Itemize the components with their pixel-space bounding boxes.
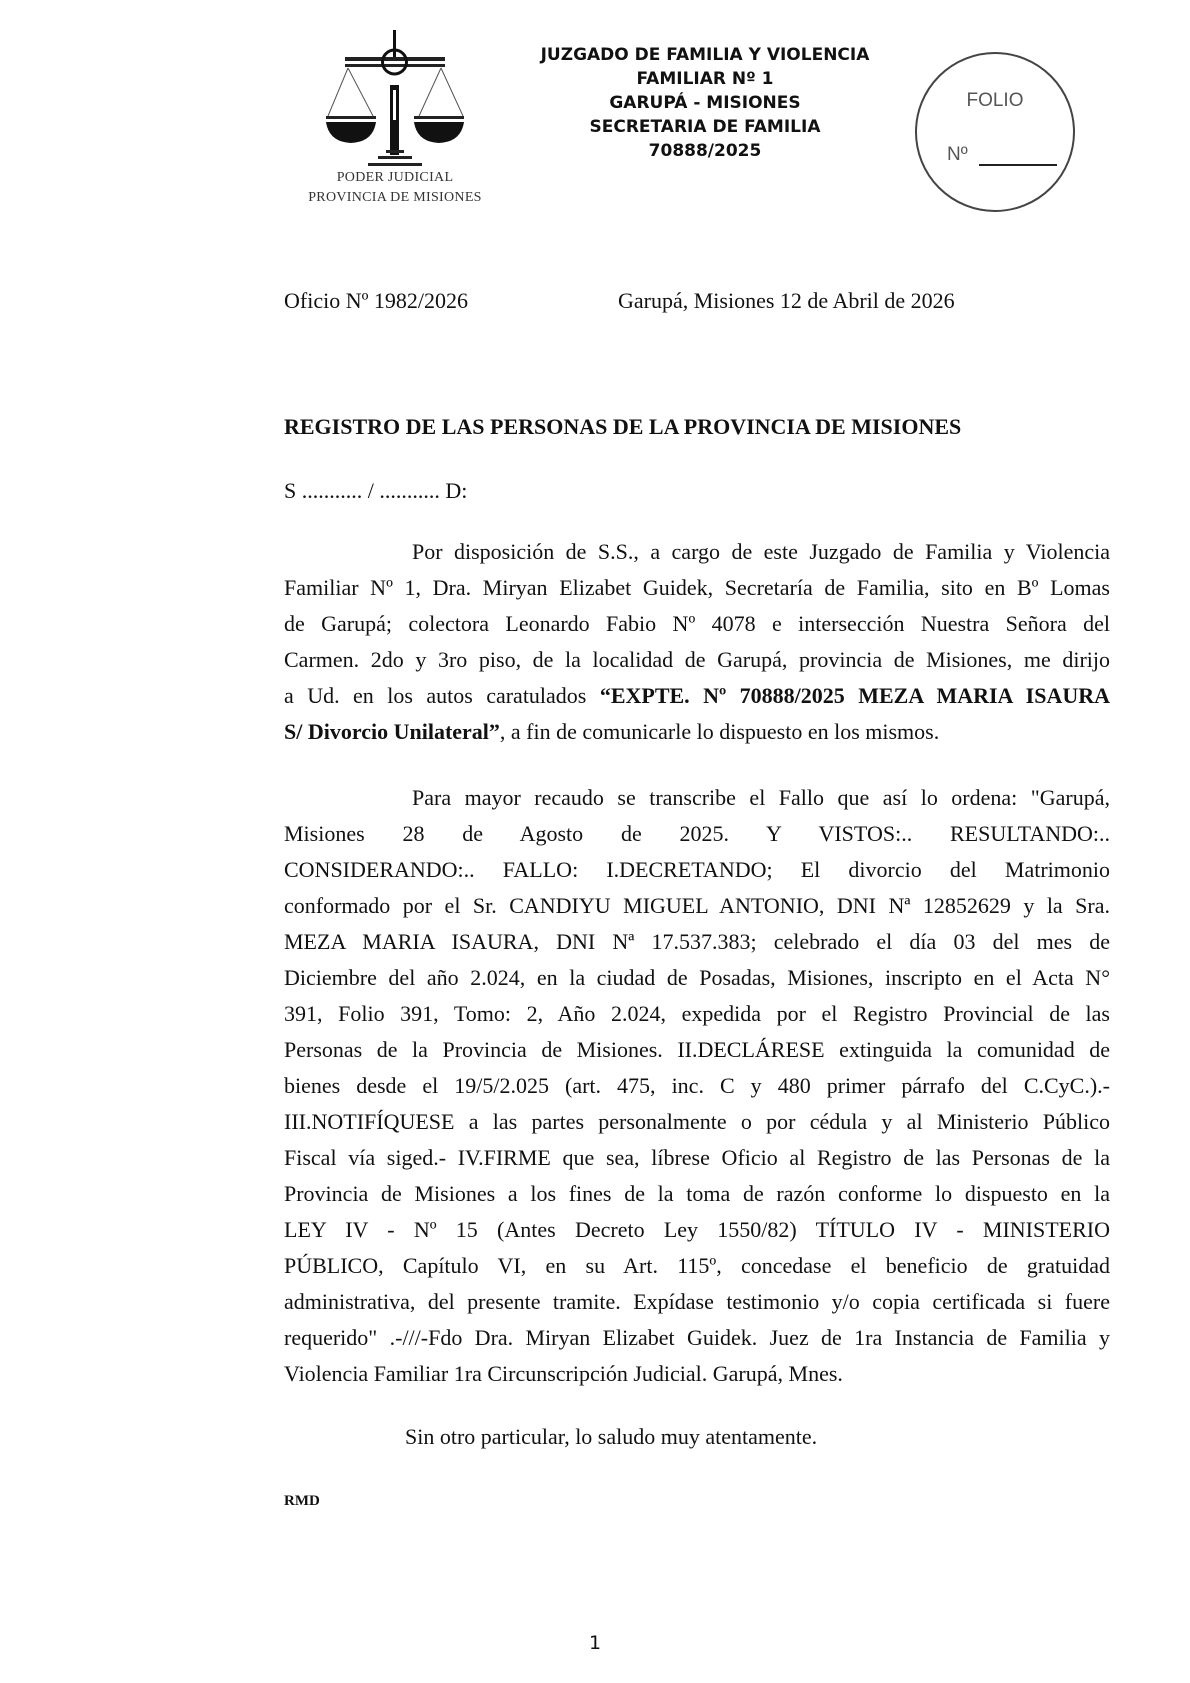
text-line: Provincia de Misiones a los fines de la toma de razón conforme lo dispuesto en la	[284, 1181, 1110, 1206]
text-line: conformado por el Sr. CANDIYU MIGUEL ANTONIO, DNI Nª 12852629 y la Sra.	[284, 893, 1110, 918]
paragraph-intro	[284, 534, 1110, 750]
text-line: 391, Folio 391, Tomo: 2, Año 2.024, expedida por el Registro Provincial de las	[284, 1001, 1110, 1026]
text-run: , a fin de comunicarle lo dispuesto en los mismos.	[499, 719, 940, 744]
text-line: Carmen. 2do y 3ro piso, de la localidad de Garupá, provincia de Misiones, me dirijo	[284, 647, 1110, 672]
court-header	[495, 43, 915, 163]
text-line: PÚBLICO, Capítulo VI, en su Art. 115º, concedase el beneficio de gratuidad	[284, 1253, 1110, 1278]
text-line: Misiones 28 de Agosto de 2025. Y VISTOS:.. RESULTANDO:..	[284, 821, 1110, 846]
logo-text-poder-judicial: PODER JUDICIAL	[336, 170, 454, 185]
recipient: REGISTRO DE LAS PERSONAS DE LA PROVINCIA DE MISIONES	[284, 414, 962, 439]
court-header-line: FAMILIAR Nº 1	[636, 69, 774, 89]
text-line	[284, 678, 1110, 714]
case-title-cont: S/ Divorcio Unilateral”	[284, 719, 500, 744]
court-header-case-number: 70888/2025	[648, 141, 762, 161]
paragraph-ruling	[284, 780, 1110, 1392]
text-line: Personas de la Provincia de Misiones. II.DECLÁRESE extinguida la comunidad de	[284, 1037, 1110, 1062]
page-number: 1	[588, 1632, 602, 1654]
folio-title: FOLIO	[966, 90, 1024, 111]
text-line: Violencia Familiar 1ra Circunscripción Judicial. Garupá, Mnes.	[284, 1361, 843, 1386]
text-line: administrativa, del presente tramite. Expídase testimonio y/o copia certificada si fuere	[284, 1289, 1110, 1314]
text-line: CONSIDERANDO:.. FALLO: I.DECRETANDO; El divorcio del Matrimonio	[284, 857, 1110, 882]
text-line	[284, 714, 1110, 750]
court-header-line: SECRETARIA DE FAMILIA	[589, 117, 821, 137]
text-line: Diciembre del año 2.024, en la ciudad de Posadas, Misiones, inscripto en el Acta N°	[284, 965, 1110, 990]
text-line: Por disposición de S.S., a cargo de este Juzgado de Familia y Violencia	[412, 539, 1110, 564]
poder-judicial-logo	[295, 30, 495, 210]
text-line: Familiar Nº 1, Dra. Miryan Elizabet Guidek, Secretaría de Familia, sito en Bº Lomas	[284, 575, 1110, 600]
folio-number-label: Nº	[947, 144, 968, 165]
closing-line: Sin otro particular, lo saludo muy atentamente.	[405, 1424, 818, 1449]
text-line: de Garupá; colectora Leonardo Fabio Nº 4078 e intersección Nuestra Señora del	[284, 611, 1110, 636]
text-line: III.NOTIFÍQUESE a las partes personalmente o por cédula y al Ministerio Público	[284, 1109, 1110, 1134]
text-line: Para mayor recaudo se transcribe el Fallo que así lo ordena: "Garupá,	[412, 785, 1110, 810]
salutation: S ........... / ........... D:	[284, 478, 468, 503]
text-line: Fiscal vía siged.- IV.FIRME que sea, líbrese Oficio al Registro de las Personas de la	[284, 1145, 1110, 1170]
logo-text-provincia: PROVINCIA DE MISIONES	[308, 190, 482, 205]
text-line: LEY IV - Nº 15 (Antes Decreto Ley 1550/82) TÍTULO IV - MINISTERIO	[284, 1217, 1110, 1242]
folio-stamp	[915, 52, 1075, 212]
text-line: requerido" .-///-Fdo Dra. Miryan Elizabet Guidek. Juez de 1ra Instancia de Familia y	[284, 1325, 1110, 1350]
court-header-line: JUZGADO DE FAMILIA Y VIOLENCIA	[540, 45, 870, 65]
text-run: a Ud. en los autos caratulados	[284, 683, 600, 708]
initials: RMD	[284, 1493, 320, 1509]
place-and-date: Garupá, Misiones 12 de Abril de 2026	[618, 288, 955, 313]
text-line: bienes desde el 19/5/2.025 (art. 475, inc. C y 480 primer párrafo del C.CyC.).-	[284, 1073, 1110, 1098]
court-header-line: GARUPÁ - MISIONES	[609, 93, 801, 113]
folio-number-blank	[979, 164, 1057, 166]
case-title: “EXPTE. Nº 70888/2025 MEZA MARIA ISAURA	[599, 683, 1110, 708]
scales-of-justice-icon	[323, 30, 467, 170]
oficio-number: Oficio Nº 1982/2026	[284, 288, 469, 313]
text-line: MEZA MARIA ISAURA, DNI Nª 17.537.383; celebrado el día 03 del mes de	[284, 929, 1110, 954]
